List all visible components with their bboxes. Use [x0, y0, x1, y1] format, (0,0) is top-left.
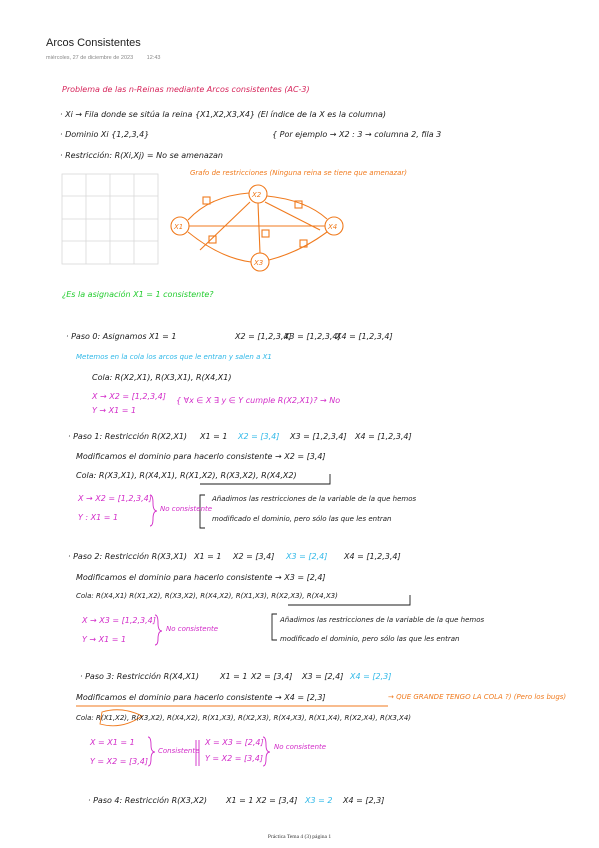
graph-node-x1-label: X1: [174, 223, 184, 231]
step2-queue: Cola: R(X4,X1) R(X1,X2), R(X3,X2), R(X4,X2), R(X1,X3), R(X2,X3), R(X4,X3): [76, 592, 338, 600]
step1-queue: Cola: R(X3,X1), R(X4,X1), R(X1,X2), R(X3,X2), R(X4,X2): [76, 471, 297, 480]
step1-x: X → X2 = [1,2,3,4]: [78, 494, 152, 503]
step2-x1: X1 = 1: [194, 552, 222, 561]
step0-queue: Cola: R(X2,X1), R(X3,X1), R(X4,X1): [92, 373, 232, 382]
page-title: Arcos Consistentes: [46, 37, 141, 49]
step0-x3: X3 = [1,2,3,4]: [284, 332, 341, 341]
step2-note1: Añadimos las restricciones de la variable de la que hemos: [280, 616, 485, 624]
step1-x4: X4 = [1,2,3,4]: [355, 432, 412, 441]
step3-x2: X2 = [3,4]: [251, 672, 293, 681]
step3-b-verdict: No consistente: [274, 743, 327, 751]
bracket-step2: [272, 614, 277, 640]
step2-x: X → X3 = [1,2,3,4]: [82, 616, 156, 625]
page-footer: Práctica Tema 4 (3) página 1: [267, 834, 332, 840]
step3-b-y: Y = X2 = [3,4]: [205, 754, 263, 763]
graph-title: Grafo de restricciones (Ninguna reina se tiene que amenazar): [190, 169, 408, 177]
graph-node-x2-label: X2: [252, 191, 262, 199]
variable-definition: · Xi → Fila donde se sitúa la reina {X1,X2,X3,X4} (El índice de la X es la columna): [60, 110, 386, 119]
step3-a-verdict: Consistente: [158, 747, 200, 755]
step0-x2: X2 = [1,2,3,4]: [235, 332, 292, 341]
step3-modify: Modificamos el dominio para hacerlo consistente → X4 = [2,3]: [76, 693, 326, 702]
brace-step3a: [148, 737, 155, 766]
step2-title: · Paso 2: Restricción R(X3,X1): [68, 552, 188, 561]
problem-title: Problema de las n-Reinas mediante Arcos consistentes (AC-3): [62, 85, 310, 94]
question: ¿Es la asignación X1 = 1 consistente?: [62, 290, 214, 299]
step3-queue: Cola: R(X1,X2), R(X3,X2), R(X4,X2), R(X1,X3), R(X2,X3), R(X4,X3), R(X1,X4), R(X2,X4), R(X3,X4): [76, 714, 412, 722]
step1-modify: Modificamos el dominio para hacerlo consistente → X2 = [3,4]: [76, 452, 326, 461]
step3-x4: X4 = [2,3]: [350, 672, 392, 681]
step1-y: Y : X1 = 1: [78, 513, 119, 522]
step1-note1: Añadimos las restricciones de la variable de la que hemos: [212, 495, 417, 503]
step3-a-x: X = X1 = 1: [90, 738, 135, 747]
step2-x4: X4 = [1,2,3,4]: [344, 552, 401, 561]
step2-note2: modificado el dominio, pero sólo las que les entran: [280, 635, 460, 643]
step2-modify: Modificamos el dominio para hacerlo consistente → X3 = [2,4]: [76, 573, 326, 582]
step3-a-y: Y = X2 = [3,4]: [90, 757, 148, 766]
step4-title: · Paso 4: Restricción R(X3,X2): [88, 796, 208, 805]
step1-title: · Paso 1: Restricción R(X2,X1): [68, 432, 188, 441]
graph-node-x4-label: X4: [328, 223, 338, 231]
domain-example: { Por ejemplo → X2 : 3 → columna 2, fila 3: [272, 130, 442, 139]
step4-x3: X3 = 2: [305, 796, 333, 805]
step2-y: Y → X1 = 1: [82, 635, 127, 644]
step2-x3: X3 = [2,4]: [286, 552, 328, 561]
domain-definition: · Dominio Xi {1,2,3,4}: [60, 130, 150, 139]
step2-verdict: No consistente: [166, 625, 219, 633]
step0-x4: X4 = [1,2,3,4]: [336, 332, 393, 341]
step0-condition: { ∀x ∈ X ∃ y ∈ Y cumple R(X2,X1)? → No: [176, 396, 341, 405]
step4-x4: X4 = [2,3]: [343, 796, 385, 805]
step3-x3: X3 = [2,4]: [302, 672, 344, 681]
step3-x1: X1 = 1: [220, 672, 248, 681]
step1-x2: X2 = [3,4]: [238, 432, 280, 441]
step1-verdict: No consistente: [160, 505, 213, 513]
step0-x: X → X2 = [1,2,3,4]: [92, 392, 166, 401]
step4-x1: X1 = 1: [226, 796, 254, 805]
step3-b-x: X = X3 = [2,4]: [205, 738, 264, 747]
board-grid: [62, 174, 158, 264]
step0-y: Y → X1 = 1: [92, 406, 137, 415]
step3-side-note: → QUE GRANDE TENGO LA COLA ?) (Pero los bugs): [388, 693, 567, 701]
step1-note2: modificado el dominio, pero sólo las que les entran: [212, 515, 392, 523]
step1-x3: X3 = [1,2,3,4]: [290, 432, 347, 441]
graph-node-x3-label: X3: [254, 259, 264, 267]
page-time: 12:43: [146, 55, 161, 61]
restriction-definition: · Restricción: R(Xi,Xj) = No se amenazan: [60, 151, 223, 160]
step4-x2: X2 = [3,4]: [256, 796, 298, 805]
brace-step2: [155, 615, 162, 645]
step2-x2: X2 = [3,4]: [233, 552, 275, 561]
step3-title: · Paso 3: Restricción R(X4,X1): [80, 672, 200, 681]
step0-note: Metemos en la cola los arcos que le entran y salen a X1: [76, 353, 272, 361]
step1-x1: X1 = 1: [200, 432, 228, 441]
step0-title: · Paso 0: Asignamos X1 = 1: [66, 332, 177, 341]
brace-step3b: [263, 737, 270, 766]
page-date: miércoles, 27 de diciembre de 2023: [46, 55, 134, 61]
